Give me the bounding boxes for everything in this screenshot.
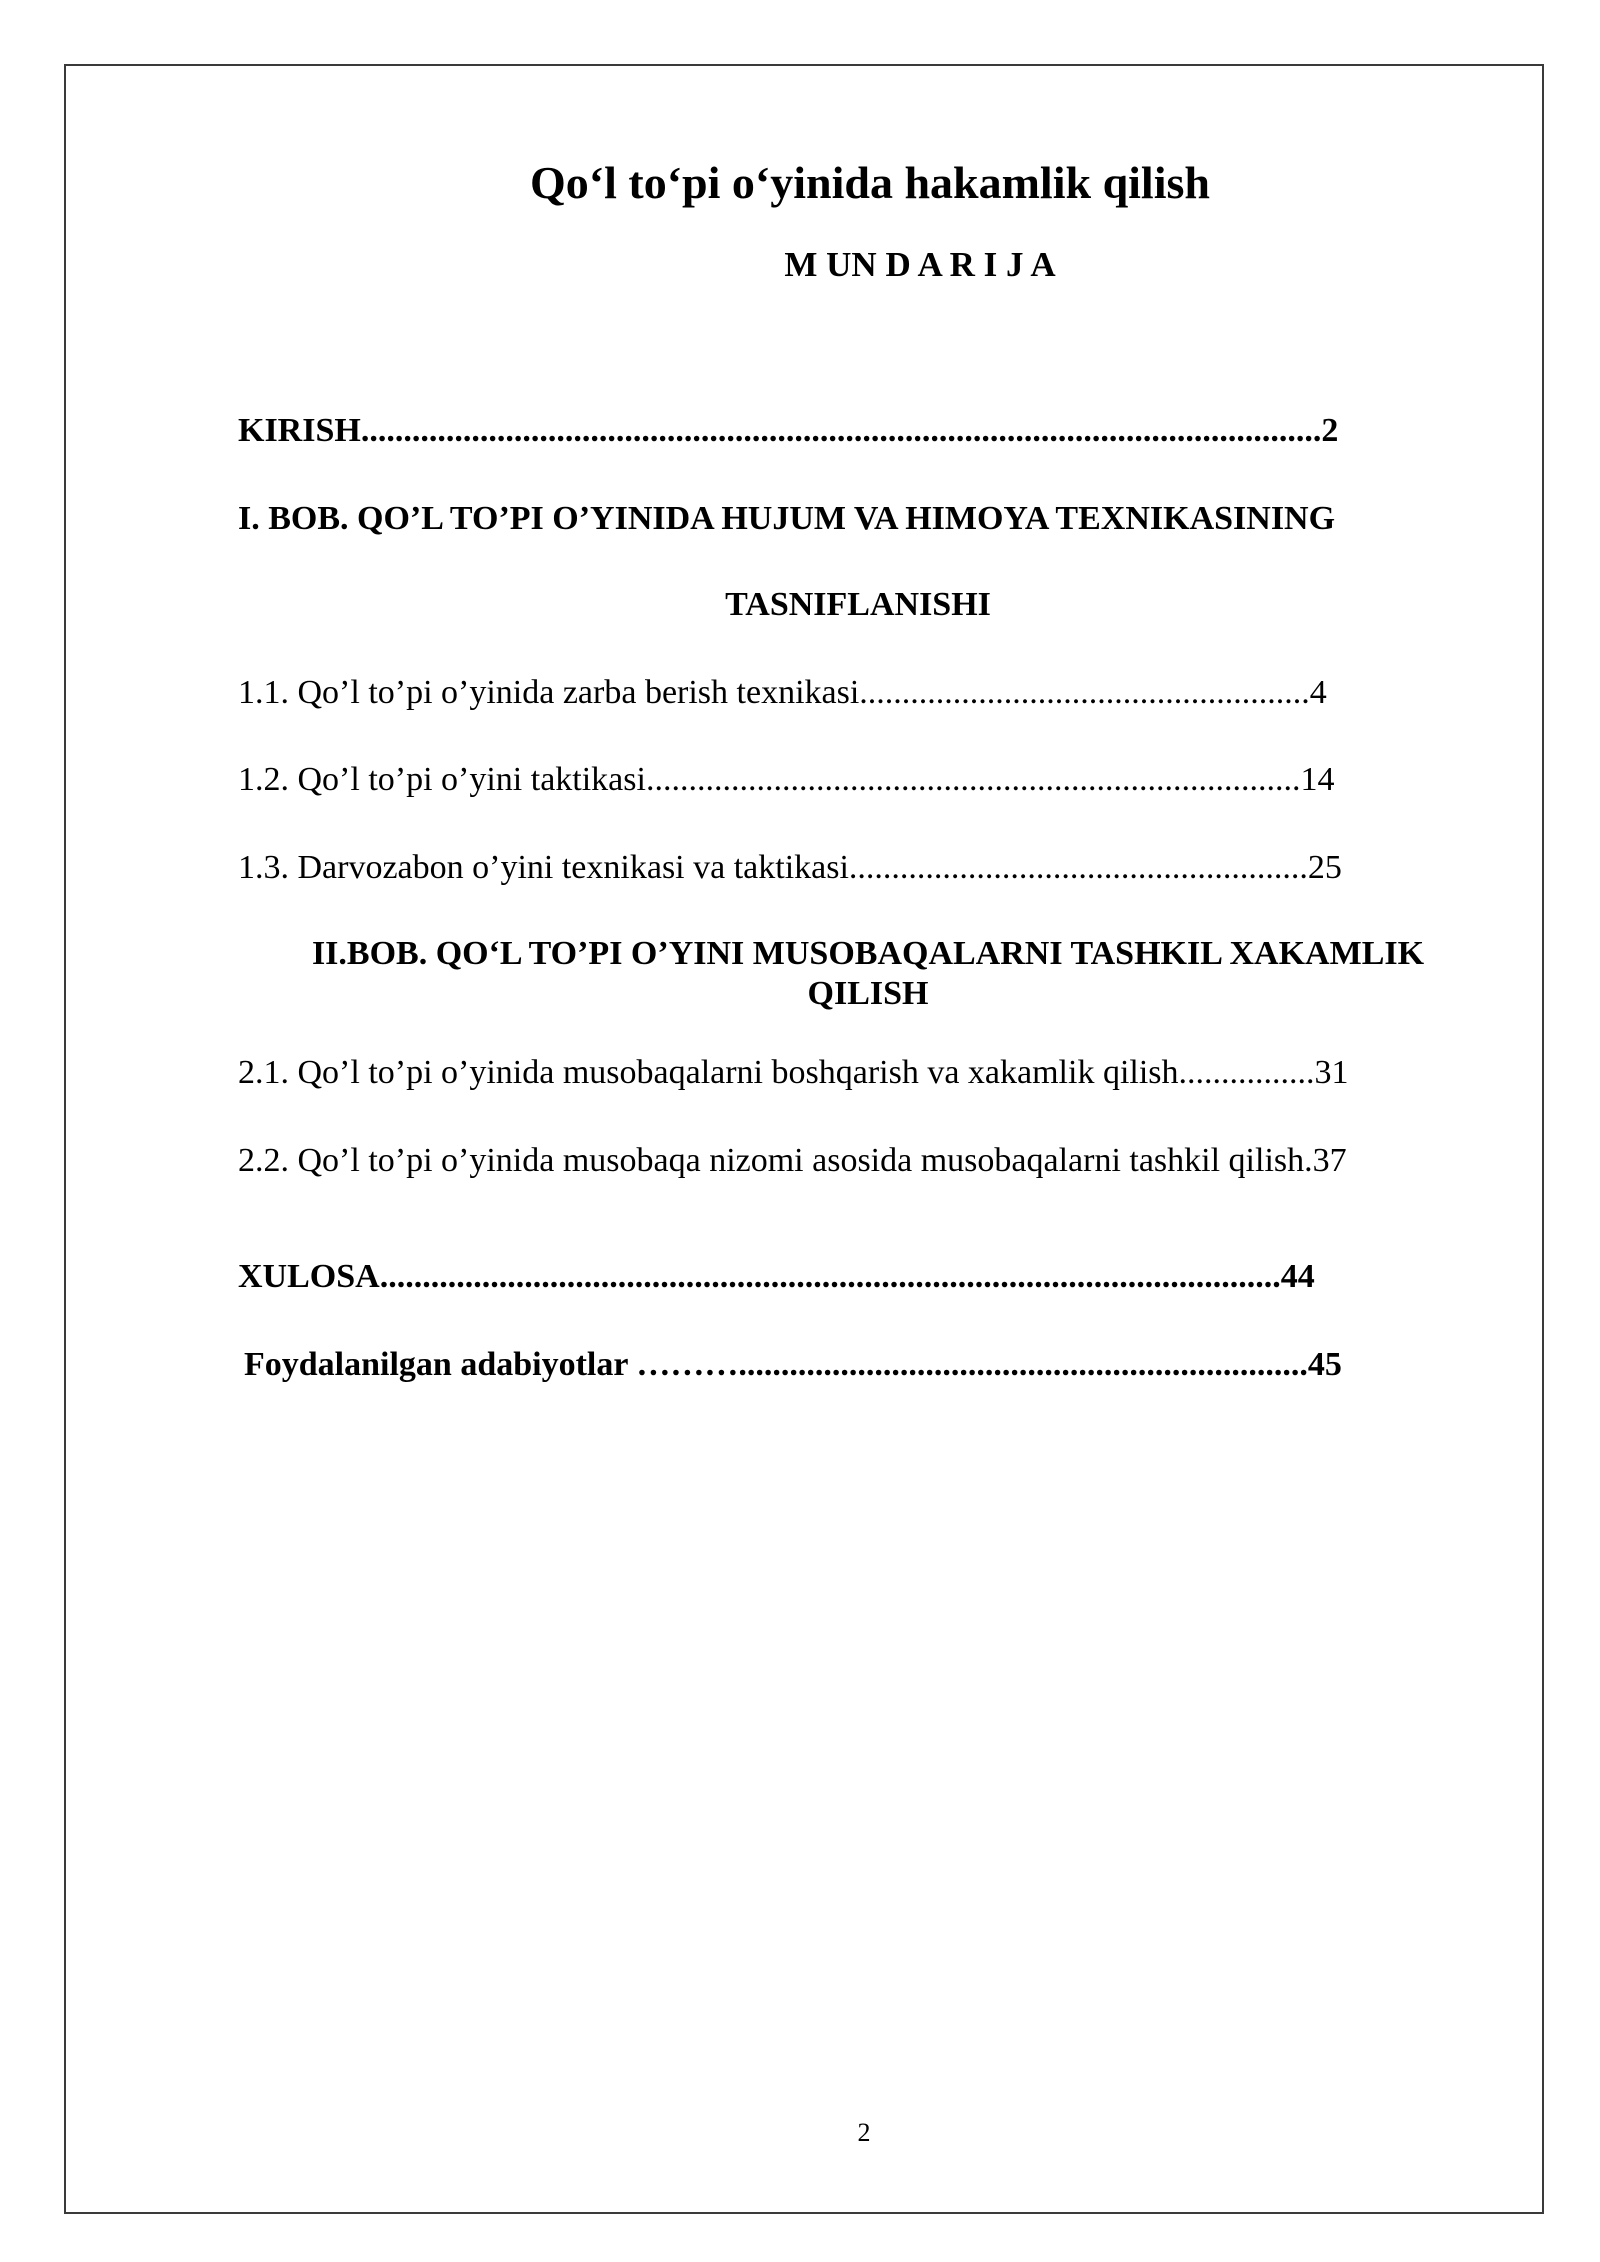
toc-heading: M UN D A R I J A	[784, 245, 1056, 284]
toc-entry-references[interactable]: Foydalanilgan adabiyotlar ………...................................................................45	[244, 1346, 1342, 1383]
toc-chapter-1-heading-continued[interactable]: TASNIFLANISHI	[725, 586, 991, 623]
toc-entry-intro[interactable]: KIRISH.................................................................................................................2	[238, 412, 1339, 449]
toc-entry-1-3[interactable]: 1.3. Darvozabon o’yini texnikasi va taktikasi......................................................25	[238, 849, 1342, 886]
toc-entry-1-2[interactable]: 1.2. Qo’l to’pi o’yini taktikasi.............................................................................14	[238, 761, 1335, 798]
page-number: 2	[857, 2118, 871, 2147]
toc-chapter-2-heading[interactable]: II.BOB. QO‘L TO’PI O’YINI MUSOBAQALARNI TASHKIL XAKAMLIK QILISH	[311, 935, 1425, 1012]
toc-entry-1-1[interactable]: 1.1. Qo’l to’pi o’yinida zarba berish texnikasi.....................................................4	[238, 674, 1327, 711]
toc-entry-2-1[interactable]: 2.1. Qo’l to’pi o’yinida musobaqalarni boshqarish va xakamlik qilish................31	[238, 1054, 1349, 1091]
toc-entry-conclusion[interactable]: XULOSA..........................................................................................................44	[238, 1258, 1315, 1295]
document-title: Qo‘l to‘pi o‘yinida hakamlik qilish	[530, 157, 1210, 208]
toc-entry-2-2[interactable]: 2.2. Qo’l to’pi o’yinida musobaqa nizomi asosida musobaqalarni tashkil qilish.37	[238, 1142, 1347, 1179]
toc-chapter-1-heading[interactable]: I. BOB. QO’L TO’PI O’YINIDA HUJUM VA HIMOYA TEXNIKASINING	[238, 500, 1336, 537]
